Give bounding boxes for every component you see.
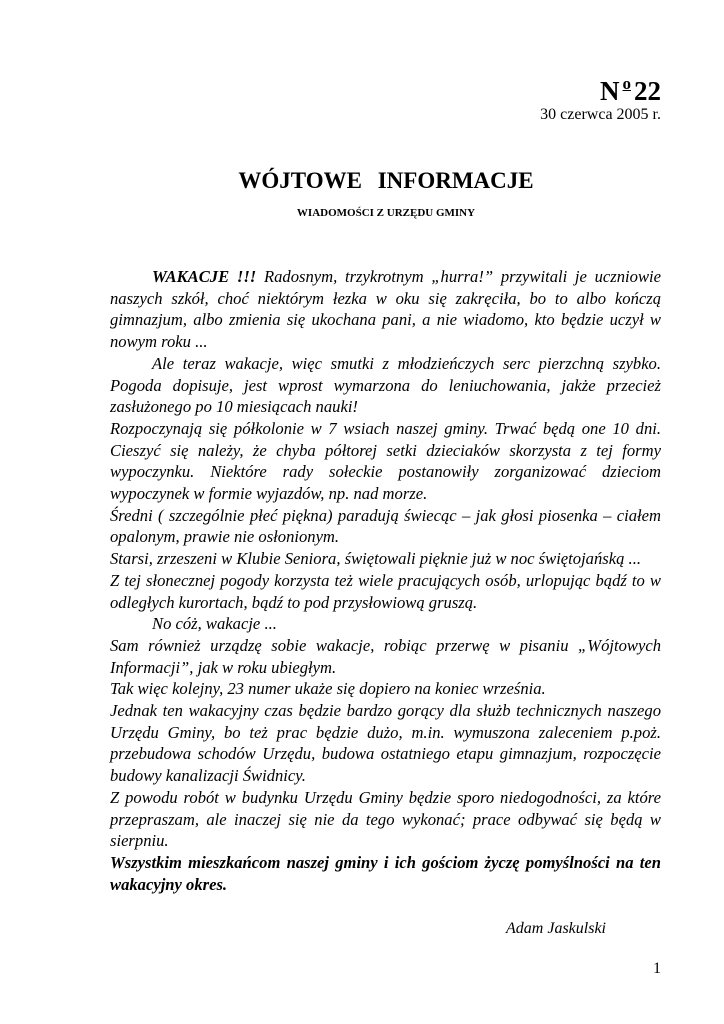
issue-prefix: N (600, 76, 620, 106)
article-body (110, 266, 661, 895)
issue-value: 22 (634, 76, 661, 106)
article-paragraph-1 (110, 266, 661, 353)
article-paragraph-10: Jednak ten wakacyjny czas będzie bardzo gorący dla służb technicznych naszego Urzędu Gminy, bo też prac będzie dużo, m.in. wymuszona zaleceniem p.poż. przebudowa schodów Urzędu, budowa ostatniego etapu gimnazjum, rozpoczęcie budowy kanalizacji Świdnicy. (110, 701, 661, 786)
article-paragraph-6: Z tej słonecznej pogody korzysta też wiele pracujących osób, urlopując bądź to w odległych kurortach, bądź to pod przysłowiową gruszą. (110, 570, 661, 612)
issue-number (600, 74, 661, 107)
article-paragraph-4: Średni ( szczególnie płeć piękna) paradują świecąc – jak głosi piosenka – ciałem opalonym, prawie nie osłonionym. (110, 505, 661, 547)
article-closing: Wszystkim mieszkańcom naszej gminy i ich gościom życzę pomyślności na ten wakacyjny okres. (110, 852, 661, 894)
article-paragraph-8: Sam również urządzę sobie wakacje, robiąc przerwę w pisaniu „Wójtowych Informacji”, jak w roku ubiegłym. (110, 635, 661, 677)
article-lead: WAKACJE !!! (152, 267, 257, 286)
article-paragraph-2: Ale teraz wakacje, więc smutki z młodzieńczych serc pierzchną szybko. Pogoda dopisuje, jest wprost wymarzona do leniuchowania, jakże przecież zasłużonego po 10 miesiącach nauki! (110, 353, 661, 417)
signature: Adam Jaskulski (506, 920, 606, 937)
page-number: 1 (653, 960, 661, 977)
page-title: WÓJTOWE INFORMACJE (238, 168, 534, 193)
article-paragraph-7: No cóż, wakacje ... (152, 614, 277, 634)
article-paragraph-5: Starsi, zrzeszeni w Klubie Seniora, świętowali pięknie już w noc świętojańską ... (110, 549, 641, 569)
article-p1-text: Radosnym, trzykrotnym „hurra!” przywitali je uczniowie naszych szkół, choć niektórym łezka w oku się zakręciła, bo to albo kończą gimnazjum, albo zmienia się ukochana pani, a nie wiadomo, kto będzie uczył w nowym roku ... (110, 267, 661, 352)
issue-date: 30 czerwca 2005 r. (540, 106, 661, 123)
page-subtitle: WIADOMOŚCI Z URZĘDU GMINY (296, 207, 476, 219)
issue-sup: o (622, 74, 631, 93)
article-paragraph-11: Z powodu robót w budynku Urzędu Gminy będzie sporo niedogodności, za które przepraszam, ale inaczej się nie da tego wykonać; prace odbywać się będą w sierpniu. (110, 787, 661, 851)
article-paragraph-3: Rozpoczynają się półkolonie w 7 wsiach naszej gminy. Trwać będą one 10 dni. Cieszyć się należy, że chyba półtorej setki dzieciaków skorzysta z tej formy wypoczynku. Niektóre rady sołeckie postanowiły zorganizować dzieciom wypoczynek w formie wyjazdów, np. nad morze. (110, 418, 661, 504)
article-paragraph-9: Tak więc kolejny, 23 numer ukaże się dopiero na koniec września. (110, 679, 546, 699)
